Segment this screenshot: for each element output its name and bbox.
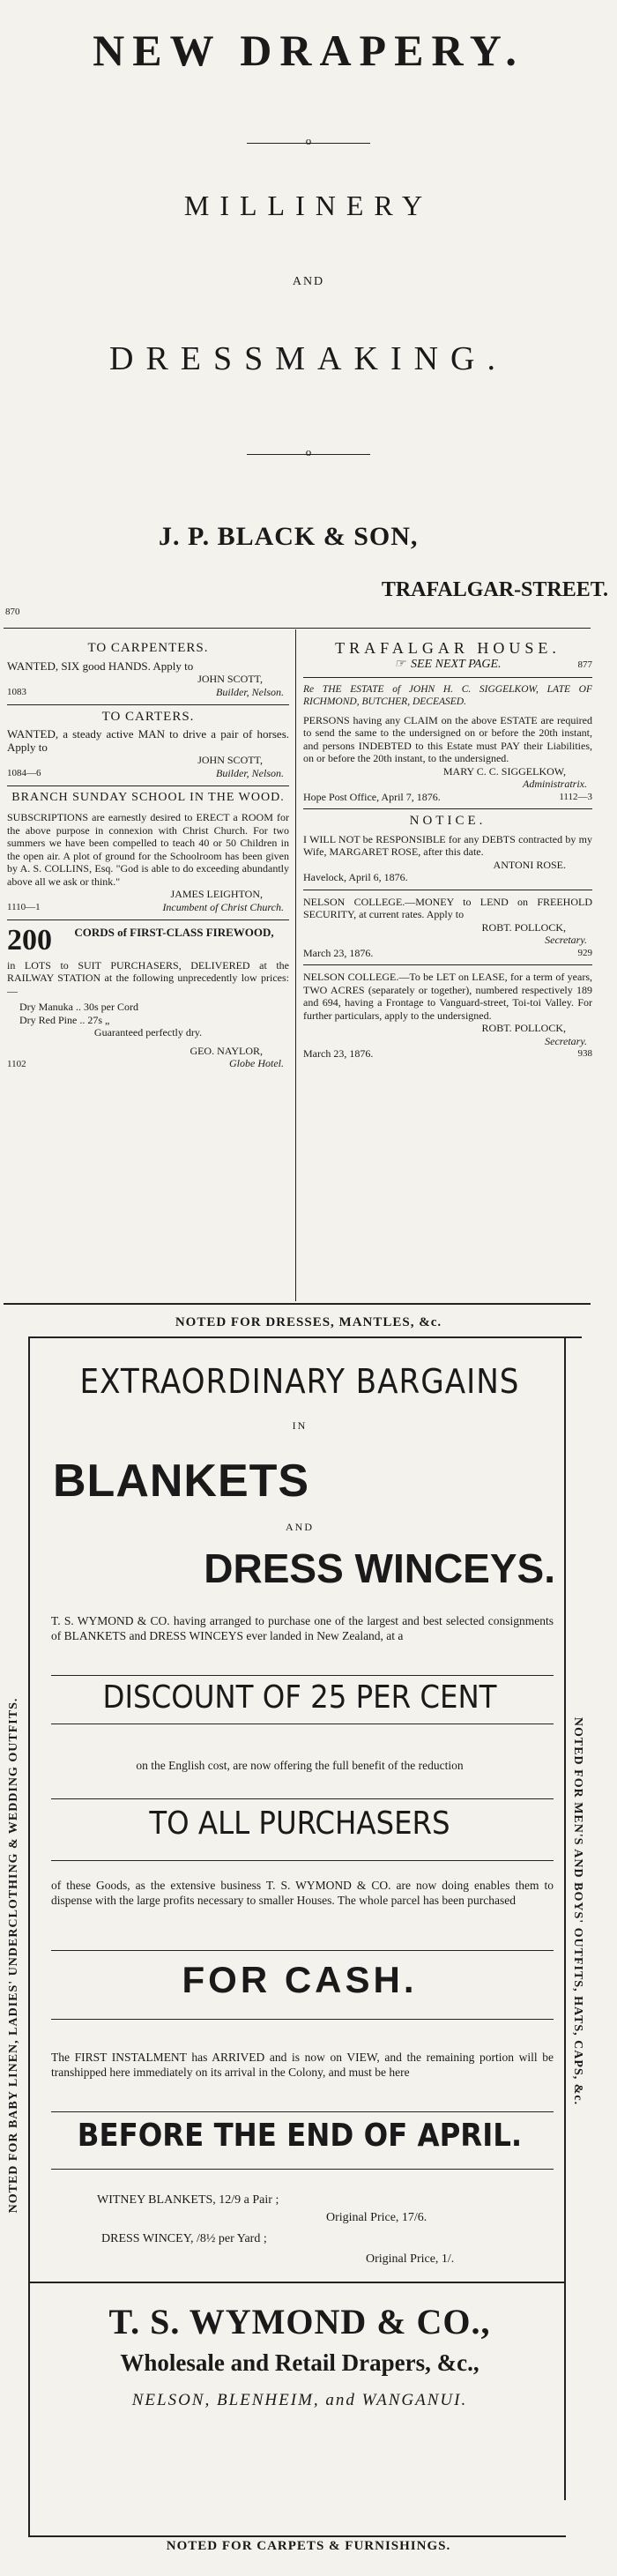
college-lease-ref: 938 [577, 1048, 592, 1059]
wymond-locations: NELSON, BLENHEIM, and WANGANUI. [131, 2391, 468, 2409]
price-witney: WITNEY BLANKETS, 12/9 a Pair ; [97, 2193, 279, 2207]
box-left [28, 1336, 30, 2535]
intro-text: T. S. WYMOND & CO. having arranged to purchase one of the largest and best selected consignments of BLANKETS and DRESS WINCEYS ever landed in New Zealand, at a [51, 1614, 554, 1642]
college-money-date: March 23, 1876. [303, 946, 374, 959]
rule [303, 808, 592, 809]
ad-ref: 870 [5, 607, 20, 617]
school-body: SUBSCRIPTIONS are earnestly desired to ERECT a ROOM for the above purpose in connexion with Christ Church. For two summers we have been compelled to teach 40 or 50 Children in the open air. A plot of ground for the Schoolroom has been given by A. S. COLLINS, Esq. "God is able to do exceeding abundantly above all we ask or think." [7, 811, 289, 888]
right-column [303, 639, 592, 1061]
top-banner: NOTED FOR DRESSES, MANTLES, &c. [175, 1315, 442, 1329]
price-wincey-original: Original Price, 1/. [366, 2252, 455, 2266]
firewood-title: CORDS of FIRST-CLASS FIREWOOD, [74, 925, 274, 939]
college-money-signature: ROBT. POLLOCK, [481, 920, 566, 934]
rule [303, 964, 592, 965]
firewood-signature-role: Globe Hotel. [229, 1057, 284, 1069]
estate-footer [303, 791, 592, 804]
millinery-title: MILLINERY [183, 190, 434, 221]
carters-signature-role: Builder, Nelson. [216, 766, 284, 779]
dressmaking-title: DRESSMAKING. [109, 340, 508, 377]
section-rule-2 [4, 1303, 591, 1305]
trafalgar-ref: 877 [577, 659, 592, 670]
rule [7, 919, 289, 920]
carters-body: WANTED, a steady active MAN to drive a pair of horses. Apply to [7, 727, 289, 754]
firewood-price-2: Dry Red Pine .. 27s „ [19, 1013, 110, 1026]
right-side-banner: NOTED FOR MEN'S AND BOYS' OUTFITS, HATS, CAPS, &c. [571, 1716, 584, 2106]
notice-body: I WILL NOT be RESPONSIBLE for any DEBTS contracted by my Wife, MARGARET ROSE, after this date. [303, 832, 592, 858]
rule [7, 704, 289, 705]
estate-body: PERSONS having any CLAIM on the above ESTATE are required to send the same to the undersigned on or before the 20th instant, and persons INDEBTED to this Estate must PAY their Liabilities, on or before the 20th instant, to the undersigned. [303, 713, 592, 764]
wymond-firm-desc: Wholesale and Retail Drapers, &c., [120, 2349, 479, 2376]
rule [51, 2111, 554, 2112]
before-april: BEFORE THE END OF APRIL. [77, 2118, 523, 2154]
carpenters-ref: 1083 [7, 687, 26, 697]
carpenters-signature: JOHN SCOTT, [197, 673, 263, 685]
goods-text: of these Goods, as the extensive business T. S. WYMOND & CO. are now doing enables them to dispense with the large profits necessary to smaller Houses. The whole parcel has been purchased [51, 1879, 554, 1907]
section-rule [4, 628, 591, 629]
firewood-guarantee: Guaranteed perfectly dry. [93, 1026, 203, 1039]
bottom-banner: NOTED FOR CARPETS & FURNISHINGS. [166, 2539, 451, 2553]
divider-glyph: o [305, 134, 312, 147]
instalment-text: The FIRST INSTALMENT has ARRIVED and is now on VIEW, and the remaining portion will be transhipped here immediately on its arrival in the Colony, and must be here [51, 2051, 554, 2079]
rule [51, 2169, 554, 2170]
carpenters-heading: TO CARPENTERS. [87, 641, 209, 655]
estate-signature-role: Administratrix. [522, 778, 587, 790]
pointing-hand-icon: ☞ [394, 657, 405, 671]
carters-heading: TO CARTERS. [101, 709, 195, 724]
price-witney-original: Original Price, 17/6. [326, 2211, 427, 2224]
trafalgar-sub-text: SEE NEXT PAGE. [411, 657, 502, 671]
college-lease-signature-role: Secretary. [545, 1034, 587, 1047]
left-column [7, 642, 289, 1070]
college-money-footer [303, 947, 592, 960]
all-purchasers: TO ALL PURCHASERS [149, 1805, 450, 1842]
firewood-signature: GEO. NAYLOR, [190, 1044, 263, 1057]
box-right [564, 1336, 566, 2500]
column-divider [295, 629, 296, 1301]
for-cash: FOR CASH. [182, 1959, 418, 2000]
firm-name: J. P. BLACK & SON, [159, 522, 419, 551]
estate-date: Hope Post Office, April 7, 1876. [303, 790, 441, 803]
and-text-2: AND [286, 1521, 314, 1533]
box-top [28, 1336, 582, 1338]
extraordinary-bargains: EXTRAORDINARY BARGAINS [79, 1362, 520, 1401]
discount-headline: DISCOUNT OF 25 PER CENT [102, 1679, 497, 1716]
college-lease-signature: ROBT. POLLOCK, [481, 1022, 566, 1034]
rule [51, 1860, 554, 1861]
firewood-body: in LOTS to SUIT PURCHASERS, DELIVERED at the RAILWAY STATION at the following unprecedently low prices:— [7, 958, 289, 997]
carpenters-signature-role: Builder, Nelson. [216, 685, 284, 698]
street-name: TRAFALGAR-STREET. [381, 578, 608, 601]
blankets-title: BLANKETS [53, 1456, 310, 1507]
firewood-number: 200 [7, 923, 52, 957]
notice-date: Havelock, April 6, 1876. [303, 871, 408, 883]
divider-glyph-2: o [305, 445, 312, 458]
notice-heading: NOTICE. [409, 814, 487, 828]
carters-signature: JOHN SCOTT, [197, 754, 263, 766]
school-heading: BRANCH SUNDAY SCHOOL IN THE WOOD. [11, 790, 285, 804]
college-lease-date: March 23, 1876. [303, 1047, 374, 1060]
reduction-text: on the English cost, are now offering the full benefit of the reduction [136, 1759, 464, 1772]
wymond-firm-name: T. S. WYMOND & CO., [108, 2302, 491, 2341]
rule [303, 677, 592, 678]
box-bottom [28, 2535, 566, 2537]
rule [51, 1950, 554, 1951]
trafalgar-heading: TRAFALGAR HOUSE. [335, 639, 561, 657]
carters-ref: 1084—6 [7, 768, 41, 778]
estate-signature: MARY C. C. SIGGELKOW, [442, 764, 566, 778]
rule [51, 2019, 554, 2020]
estate-heading: Re THE ESTATE of JOHN H. C. SIGGELKOW, LATE OF RICHMOND, BUTCHER, DECEASED. [303, 683, 592, 707]
school-ref: 1110—1 [7, 902, 41, 912]
firewood-ref: 1102 [7, 1058, 26, 1069]
firewood-price-1: Dry Manuka .. 30s per Cord [19, 1001, 138, 1013]
college-money-ref: 929 [577, 947, 592, 958]
left-side-banner: NOTED FOR BABY LINEN, LADIES' UNDERCLOTHING & WEDDING OUTFITS. [7, 1697, 20, 2214]
rule [51, 1675, 554, 1676]
college-lease-body: NELSON COLLEGE.—To be LET on LEASE, for a term of years, TWO ACRES (separately or together), numbered respectively 189 and 694, having a Frontage to Vanguard-street, Toi-toi Valley. For further particulars, apply to the undersigned. [303, 971, 592, 1022]
price-wincey: DRESS WINCEY, /8½ per Yard ; [101, 2232, 267, 2245]
college-lease-footer [303, 1047, 592, 1061]
rule [28, 2282, 564, 2283]
new-drapery-headline: NEW DRAPERY. [93, 26, 524, 75]
in-text: IN [292, 1419, 308, 1432]
rule [7, 785, 289, 786]
school-signature: JAMES LEIGHTON, [170, 888, 263, 900]
rule [51, 1798, 554, 1799]
and-text: AND [292, 275, 325, 288]
estate-ref: 1112—3 [559, 791, 592, 802]
school-signature-role: Incumbent of Christ Church. [162, 900, 284, 913]
carpenters-body: WANTED, SIX good HANDS. Apply to [7, 659, 194, 673]
college-money-body: NELSON COLLEGE.—MONEY to LEND on FREEHOLD SECURITY, at current rates. Apply to [303, 895, 592, 920]
firewood-heading [7, 923, 289, 957]
dress-winceys-title: DRESS WINCEYS. [204, 1545, 555, 1591]
college-money-signature-role: Secretary. [545, 934, 587, 946]
notice-signature: ANTONI ROSE. [493, 858, 566, 871]
